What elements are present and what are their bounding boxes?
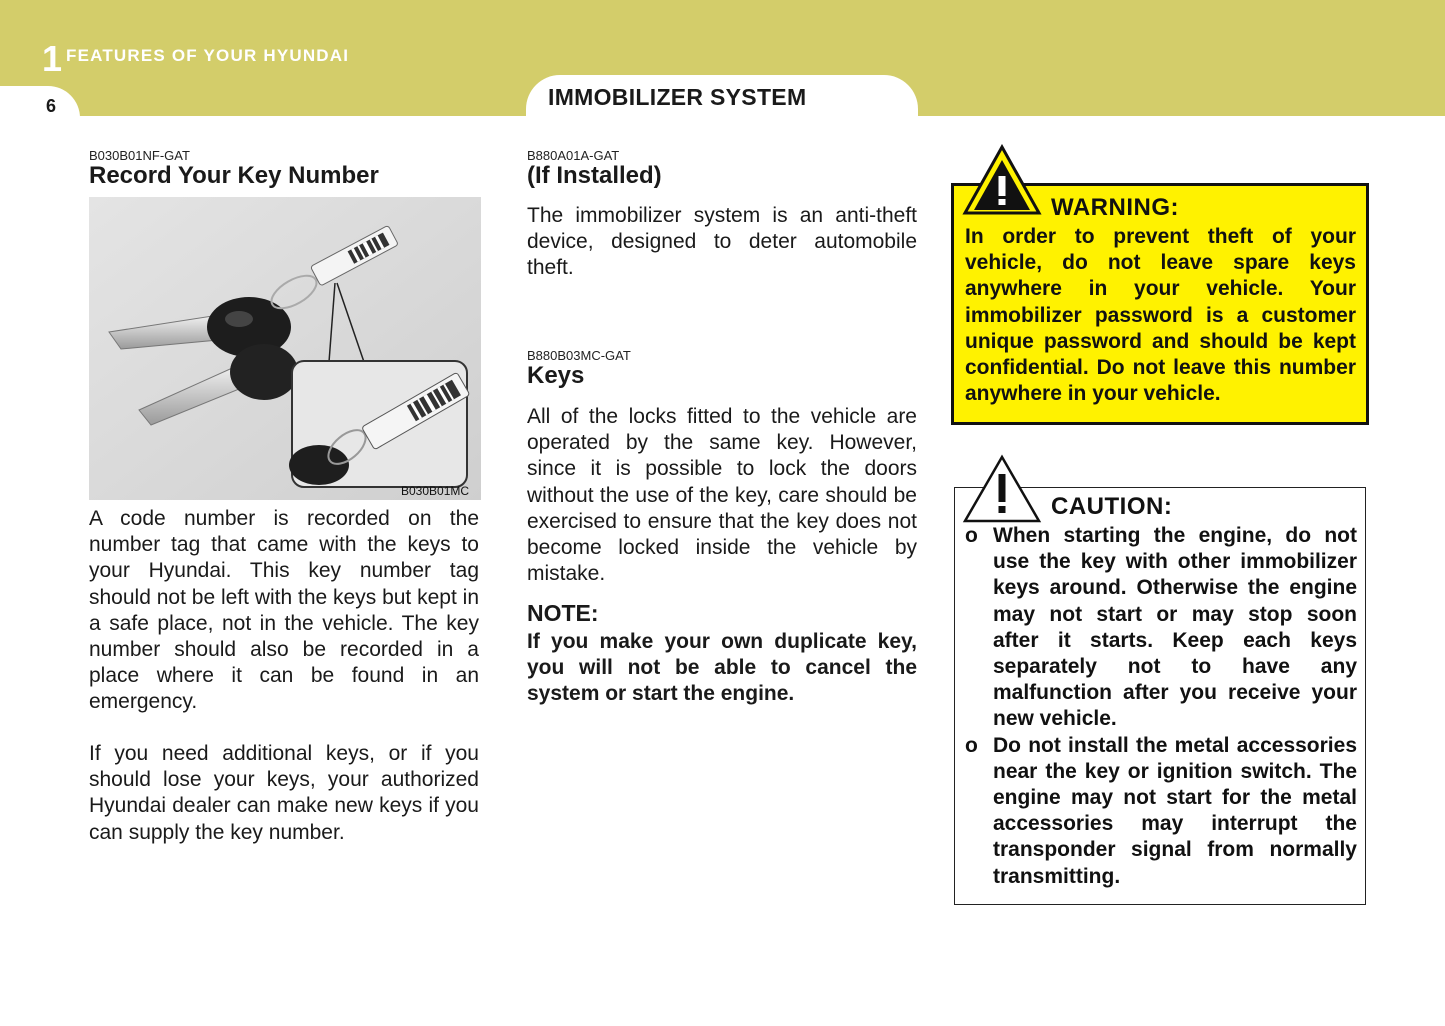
chapter-number: 1 xyxy=(42,38,63,79)
caution-list xyxy=(965,523,1357,890)
chapter-title: FEATURES OF YOUR HYUNDAI xyxy=(66,46,350,65)
middle-code-1: B880A01A-GAT xyxy=(527,148,620,163)
note-text: If you make your own duplicate key, you will not be able to cancel the system or start the engine. xyxy=(527,630,917,706)
caution-item xyxy=(965,523,1357,733)
warning-text: In order to prevent theft of your vehicle, do not leave spare keys anywhere in your vehicle. Your immobilizer password is a customer unique password and should be kept confidential. Do not leave this number anywhere in your vehicle. xyxy=(965,225,1356,406)
middle-title-2: Keys xyxy=(527,362,585,389)
page-number: 6 xyxy=(46,96,57,116)
caution-item-text: Do not install the metal accessories near the key or ignition switch. The engine may not start for the metal accessories may interrupt the transponder signal from normally transmitting. xyxy=(993,733,1357,888)
caution-item xyxy=(965,733,1357,890)
image-code: B030B01MC xyxy=(401,484,470,498)
warning-title: WARNING: xyxy=(1051,194,1179,221)
caution-triangle-icon xyxy=(962,454,1042,524)
warning-triangle-icon xyxy=(962,144,1042,216)
middle-code-2: B880B03MC-GAT xyxy=(527,348,631,363)
caution-title: CAUTION: xyxy=(1051,493,1173,520)
left-paragraph-2: If you need additional keys, or if you should lose your keys, your authorized Hyundai dealer can make new keys if you can supply the key number. xyxy=(89,742,479,844)
middle-paragraph-2: All of the locks fitted to the vehicle are operated by the same key. However, since it is possible to lock the doors without the use of the key, care should be exercised to ensure that the key does not become locked inside the vehicle by mistake. xyxy=(527,405,917,586)
section-title: IMMOBILIZER SYSTEM xyxy=(548,84,807,110)
left-section-title: Record Your Key Number xyxy=(89,162,379,189)
caution-item-text: When starting the engine, do not use the key with other immobilizer keys around. Otherwise the engine may not start or may stop soon after it starts. Keep each keys separately not to have any malfunction after you receive your new vehicle. xyxy=(993,524,1357,731)
left-section-code: B030B01NF-GAT xyxy=(89,148,190,163)
caution-bullet: o xyxy=(965,733,978,757)
left-paragraph-1: A code number is recorded on the number tag that came with the keys to your Hyundai. This key number tag should not be left with the keys but kept in a safe place, not in the vehicle. The key number should also be recorded in a place where it can be found in an emergency. xyxy=(89,507,479,714)
note-title: NOTE: xyxy=(527,600,599,626)
keys-illustration xyxy=(89,197,481,500)
keys-photo xyxy=(89,197,481,500)
middle-paragraph-1: The immobilizer system is an anti-theft device, designed to deter automobile theft. xyxy=(527,204,917,280)
caution-bullet: o xyxy=(965,524,978,547)
middle-title-1: (If Installed) xyxy=(527,162,662,189)
